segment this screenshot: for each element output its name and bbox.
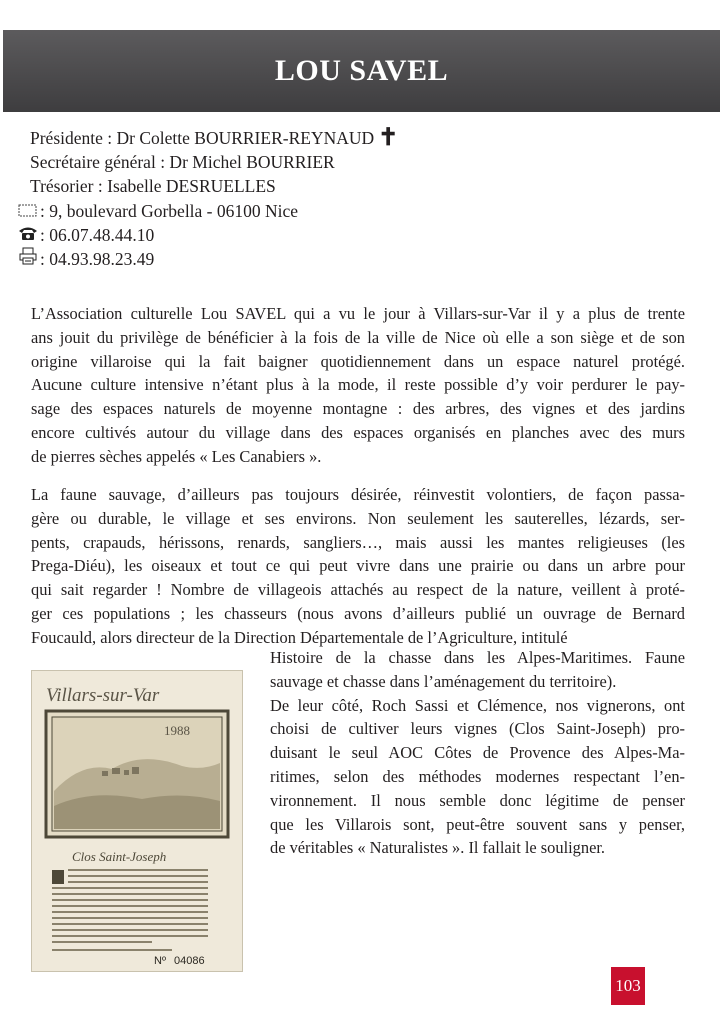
- paragraph-line: sauvage et chasse dans l’aménagement du territoire).: [270, 671, 617, 691]
- paragraph-line: Prega-Diéu), les oiseaux et tout ce qui peut vivre dans une prairie ou dans un arbre pour: [31, 556, 685, 576]
- paragraph-fauna-continued: [270, 646, 685, 860]
- address-line: [18, 199, 398, 223]
- paragraph-line: gère ou durable, le village et ses environs. Non seulement les sauterelles, lézards, ser-: [31, 508, 685, 528]
- treasurer-line: Trésorier : Isabelle DESRUELLES: [30, 176, 276, 197]
- paragraph-line: duisant le seul AOC Côtes de Provence des Alpes-Ma-: [270, 743, 685, 763]
- telephone-icon: [18, 223, 38, 247]
- paragraph-line: ger ces populations ; les chasseurs (nous avons d’ailleurs publié un ouvrage de Bernard: [31, 603, 685, 623]
- paragraph-line: De leur côté, Roch Sassi et Clémence, nos vignerons, ont: [270, 695, 685, 715]
- paragraph-line: choisi de cultiver leurs vignes (Clos Saint-Joseph) pro-: [270, 719, 685, 739]
- paragraph-line: pents, crapauds, hérissons, renards, sangliers…, mais aussi les mantes religieuses (les: [31, 532, 685, 552]
- paragraph-line: encore cultivés autour du village dans des espaces organisés en planches avec des murs: [31, 422, 685, 442]
- envelope-icon: [18, 199, 38, 223]
- paragraph-line: sage des espaces naturels de moyenne montagne : des arbres, des vignes et des jardins: [31, 399, 685, 419]
- paragraph-line: ans jouit du privilège de bénéficier à la fois de la ville de Nice où elle a son siège et de son: [31, 327, 685, 347]
- secretary-line: Secrétaire général : Dr Michel BOURRIER: [30, 152, 335, 173]
- label-number-prefix: Nº: [154, 955, 166, 967]
- paragraph-line: Aucune culture intensive n’étant plus à la mode, il reste possible d’y voir perdurer le pay-: [31, 375, 685, 395]
- page-title: LOU SAVEL: [274, 54, 449, 87]
- paragraph-line: origine villaroise qui la fait baigner quotidiennement dans un espace naturel protégé.: [31, 351, 685, 371]
- label-number: 04086: [174, 955, 205, 967]
- paragraph-line: L’Association culturelle Lou SAVEL qui a vu le jour à Villars-sur-Var il y a plus de trente: [31, 304, 685, 323]
- cross-icon: ✝: [378, 125, 399, 152]
- paragraph-line: que les Villarois sont, peut-être souvent sans y penser,: [270, 814, 685, 834]
- paragraph-fauna: [31, 483, 685, 650]
- phone-line: [18, 223, 398, 247]
- phone-text: : 06.07.48.44.10: [40, 224, 155, 245]
- paragraph-line: qui sait regarder ! Nombre de villageois attachés au respect de la nature, veillent à proté-: [31, 580, 685, 600]
- page-number: 103: [611, 967, 645, 1005]
- fax-icon: [18, 247, 38, 271]
- wine-label-image: [31, 670, 243, 972]
- paragraph-line: Histoire de la chasse dans les Alpes-Maritimes. Faune: [270, 648, 685, 667]
- label-village-text: Villars-sur-Var: [46, 685, 160, 706]
- fax-text: : 04.93.98.23.49: [40, 249, 155, 270]
- contact-block: [30, 126, 398, 271]
- title-banner: [3, 30, 720, 112]
- paragraph-line: La faune sauvage, d’ailleurs pas toujours désirée, réinvestit volontiers, de façon passa-: [31, 485, 685, 504]
- paragraph-line: ritimes, selon des méthodes modernes respectant l’en-: [270, 766, 685, 786]
- paragraph-line: vironnement. Il nous semble donc légitime de penser: [270, 790, 685, 810]
- label-year-text: 1988: [164, 723, 190, 738]
- label-estate-text: Clos Saint-Joseph: [72, 849, 167, 864]
- address-text: : 9, boulevard Gorbella - 06100 Nice: [40, 200, 299, 221]
- paragraph-line: de pierres sèches appelés « Les Canabiers ».: [31, 446, 322, 466]
- president-text: Présidente : Dr Colette BOURRIER-REYNAUD: [30, 128, 375, 148]
- president-line: [30, 126, 398, 150]
- paragraph-association: [31, 302, 685, 469]
- paragraph-line: Foucauld, alors directeur de la Direction Départementale de l’Agriculture, intitulé: [31, 627, 568, 647]
- paragraph-line: de véritables « Naturalistes ». Il fallait le souligner.: [270, 838, 605, 858]
- fax-line: [18, 247, 398, 271]
